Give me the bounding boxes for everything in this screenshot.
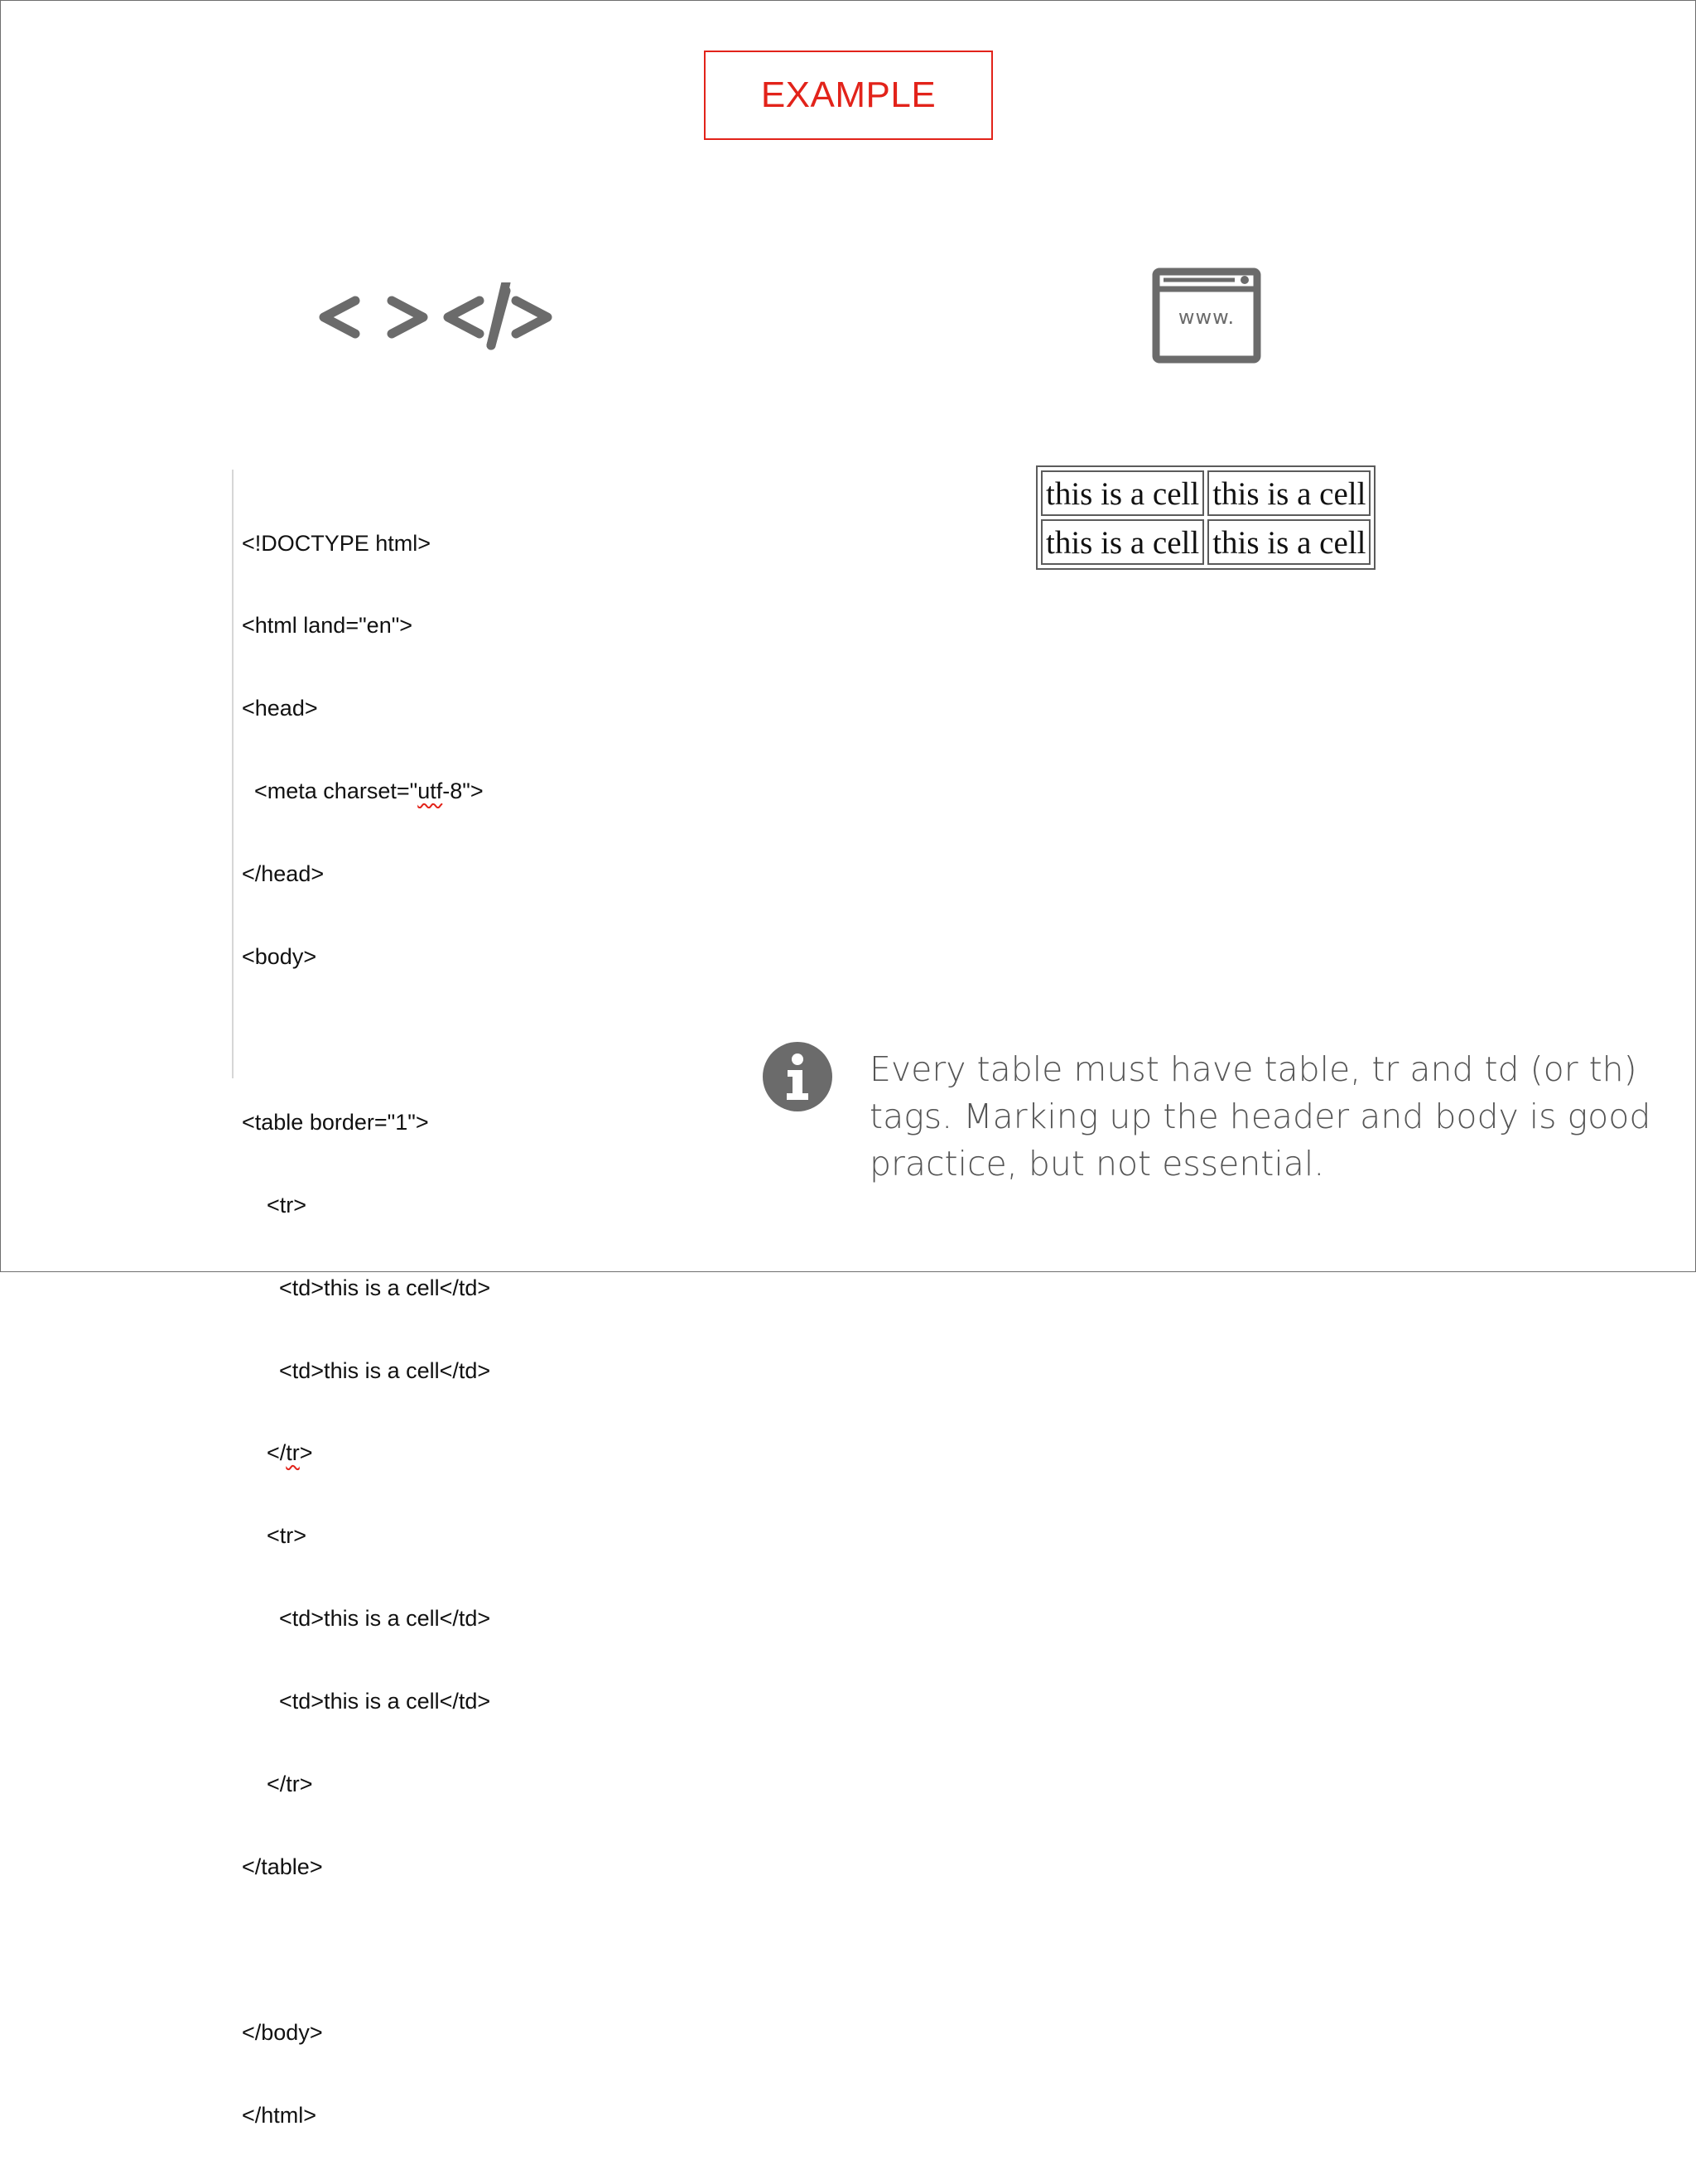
code-line: <html land="en"> bbox=[242, 613, 413, 639]
code-line: <body> bbox=[242, 944, 317, 970]
code-line: <tr> bbox=[242, 1192, 307, 1217]
rendered-table bbox=[1036, 465, 1376, 570]
code-line-meta: <meta charset="utf-8"> bbox=[242, 779, 484, 804]
table-cell: this is a cell bbox=[1207, 470, 1371, 516]
code-brackets-icon bbox=[317, 282, 557, 365]
info-icon bbox=[763, 1042, 832, 1111]
spellcheck-underline: utf bbox=[417, 779, 443, 804]
code-line: </tr> bbox=[242, 1771, 313, 1796]
code-line: <td>this is a cell</td> bbox=[242, 1689, 491, 1714]
code-line-tr-close: </tr> bbox=[242, 1440, 313, 1466]
table-cell: this is a cell bbox=[1041, 519, 1204, 565]
code-line: <head> bbox=[242, 696, 318, 721]
table-cell: this is a cell bbox=[1041, 470, 1204, 516]
code-line bbox=[242, 1936, 580, 1964]
browser-icon-label: www. bbox=[1178, 306, 1236, 329]
code-line: <tr> bbox=[242, 1523, 307, 1549]
code-line: </head> bbox=[242, 861, 325, 887]
code-line: </table> bbox=[242, 1854, 323, 1879]
table-cell: this is a cell bbox=[1207, 519, 1371, 565]
code-line: <!DOCTYPE html> bbox=[242, 530, 431, 556]
table-row bbox=[1041, 470, 1371, 516]
table-row bbox=[1041, 519, 1371, 565]
example-badge-label: EXAMPLE bbox=[760, 75, 937, 115]
code-line: </html> bbox=[242, 2102, 317, 2128]
code-listing bbox=[232, 470, 580, 2128]
code-line bbox=[242, 1026, 580, 1053]
spellcheck-underline: tr bbox=[286, 1440, 300, 1466]
info-note-text: Every table must have table, tr and td (or th) tags. Marking up the header and body is good practice, but not essential. bbox=[870, 1049, 1651, 1184]
code-line: <td>this is a cell</td> bbox=[242, 1357, 491, 1383]
code-line: <table border="1"> bbox=[242, 1109, 429, 1135]
code-line: <td>this is a cell</td> bbox=[242, 1275, 491, 1300]
browser-window-icon bbox=[1152, 268, 1261, 364]
example-badge bbox=[704, 51, 993, 140]
code-line: <td>this is a cell</td> bbox=[242, 1606, 491, 1632]
code-line: </body> bbox=[242, 2019, 323, 2045]
